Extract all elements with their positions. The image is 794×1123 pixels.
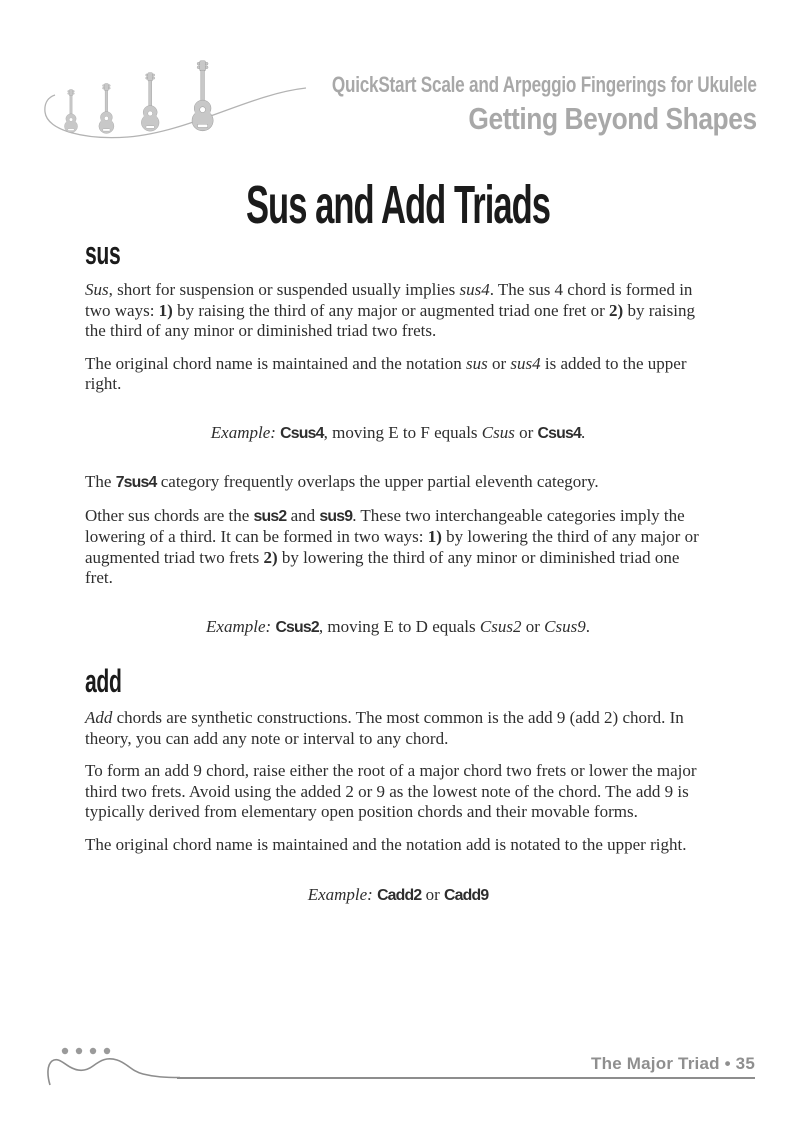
- text-run: The: [85, 472, 116, 491]
- footer-rule: [177, 1077, 755, 1079]
- text-run: Csus9: [544, 616, 586, 636]
- guitar-outline-squiggle-icon: [45, 1035, 180, 1087]
- text-run: 7sus4: [115, 474, 157, 491]
- example-line-cadd: [85, 885, 711, 907]
- paragraph-sus-3: [85, 472, 711, 494]
- text-run: The original chord name is maintained and the notation add is notated to the upper right.: [85, 834, 687, 854]
- text-run: , short for suspension or suspended usually implies: [108, 280, 460, 299]
- text-run: sus4: [510, 353, 541, 373]
- text-run: or: [487, 353, 511, 373]
- header-titles: [212, 72, 757, 134]
- text-run: Cadd2: [377, 887, 422, 904]
- text-run: The original chord name is maintained and the notation: [85, 353, 466, 373]
- paragraph-sus-1: [85, 280, 711, 342]
- text-run: .: [585, 616, 590, 636]
- paragraph-sus-4: [85, 506, 711, 589]
- text-run: sus2: [253, 507, 287, 525]
- text-run: . The sus 4 chord is formed in: [489, 280, 693, 299]
- page-header: [0, 0, 794, 180]
- text-run: sus9: [319, 507, 353, 525]
- paragraph-sus-2: [85, 354, 711, 395]
- text-run: 2): [609, 300, 624, 320]
- text-run: or: [521, 616, 545, 636]
- text-run: Csus4: [537, 424, 581, 442]
- text-run: Csus4: [280, 424, 324, 442]
- text-run: by lowering the third of any minor or diminished triad one fret.: [85, 547, 680, 587]
- text-run: , moving E to D equals: [318, 616, 480, 636]
- text-run: is added to the upper right.: [85, 353, 687, 393]
- four-dots-icon: [62, 1048, 110, 1054]
- text-run: category frequently overlaps the upper partial eleventh category.: [156, 472, 599, 491]
- text-run: 1): [427, 527, 442, 546]
- text-run: Example:: [210, 422, 276, 442]
- paragraph-add-2: [85, 761, 711, 823]
- section-heading-sus: sus: [85, 235, 121, 271]
- paragraph-add-1: [85, 708, 711, 749]
- text-run: and: [286, 505, 320, 525]
- ukulele-icon: [141, 73, 159, 132]
- text-run: Csus: [481, 422, 515, 442]
- text-run: by lowering the third of any major or augmented triad two frets: [85, 527, 699, 567]
- text-run: Csus2: [275, 618, 319, 636]
- text-run: . These two interchangeable categories imply the lowering of a third. It can be formed in two ways:: [85, 505, 685, 546]
- book-subtitle: Getting Beyond Shapes: [468, 101, 757, 136]
- example-line-csus4: [85, 423, 711, 445]
- text-run: Example:: [307, 885, 373, 904]
- text-run: Add: [85, 708, 113, 727]
- text-run: two ways:: [85, 300, 159, 320]
- text-run: Csus2: [479, 616, 522, 636]
- text-run: sus4: [459, 280, 490, 299]
- example-line-csus2: [85, 617, 711, 639]
- ukulele-icon: [64, 89, 77, 132]
- paragraph-add-3: [85, 835, 711, 856]
- text-run: by raising the third of any major or augmented triad one fret or: [172, 300, 610, 320]
- page-footer: [45, 1035, 755, 1087]
- ukulele-icon: [192, 61, 213, 131]
- text-run: chords are synthetic constructions. The most common is the add 9 (add 2) chord. In theory, you can add any note or interval to any chord.: [85, 708, 684, 748]
- ukulele-icon: [99, 84, 114, 134]
- text-run: .: [580, 422, 586, 442]
- text-run: by raising the third of any minor or diminished triad two frets.: [85, 300, 695, 340]
- section-heading-add: add: [85, 663, 122, 699]
- text-run: Sus: [85, 280, 109, 299]
- book-title: QuickStart Scale and Arpeggio Fingerings for Ukulele: [332, 72, 757, 97]
- page-content: [85, 175, 711, 935]
- text-run: or: [421, 885, 445, 904]
- text-run: Other sus chords are the: [85, 505, 254, 525]
- text-run: , moving E to F equals: [323, 422, 482, 442]
- text-run: or: [514, 422, 538, 442]
- text-run: Example:: [206, 616, 272, 636]
- page-number-label: The Major Triad • 35: [591, 1054, 755, 1073]
- text-run: To form an add 9 chord, raise either the root of a major chord two frets or lower the major third two frets. Avoid using the added 2 or 9 as the lowest note of the chord. The add 9 is typically derived from elementary open position chords and their movable forms.: [85, 761, 697, 821]
- text-run: Cadd9: [444, 887, 489, 904]
- text-run: 1): [158, 300, 173, 320]
- text-run: sus: [465, 353, 488, 373]
- text-run: 2): [263, 547, 278, 567]
- page-title: Sus and Add Triads: [245, 175, 551, 235]
